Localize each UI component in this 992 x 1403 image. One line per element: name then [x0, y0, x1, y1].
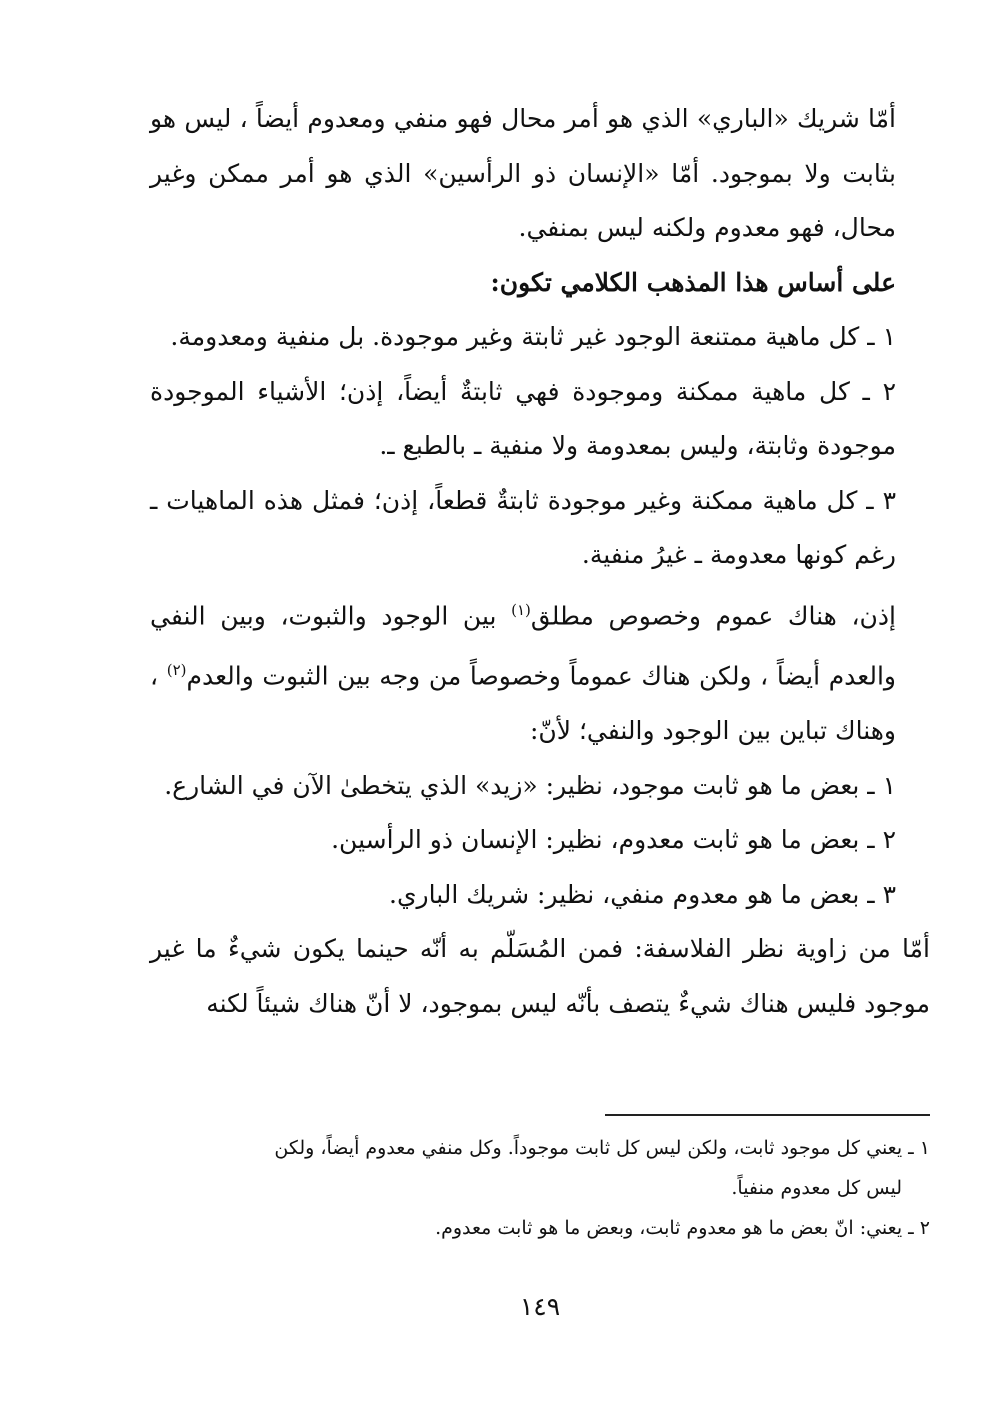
footnotes	[150, 1128, 930, 1248]
book-page	[150, 92, 930, 1352]
example-item-3: ٣ ـ بعض ما هو معدوم منفي، نظير: شريك الباري.	[389, 879, 896, 909]
section-heading: على أساس هذا المذهب الكلامي تكون:	[490, 267, 896, 297]
paragraph-conclusion	[150, 583, 930, 759]
paragraph-intro: أمّا شريك «الباري» الذي هو أمر محال فهو منفي ومعدوم أيضاً ، ليس هو بثابت ولا بموجود. أمّا «الإنسان ذو الرأسين» الذي هو أمر ممكن وغير محال، فهو معدوم ولكنه ليس بمنفي.	[150, 104, 897, 242]
example-item-2: ٢ ـ بعض ما هو ثابت معدوم، نظير: الإنسان ذو الرأسين.	[331, 825, 896, 855]
paragraph-closing: أمّا من زاوية نظر الفلاسفة: فمن المُسَلّم به أنّه حينما يكون شيءٌ ما غير موجود فليس هناك شيءٌ يتصف بأنّه ليس بموجود، لا أنّ هناك شيئاً لكنه	[150, 934, 930, 1018]
footnote-ref-2: (٢)	[166, 661, 187, 680]
list-item-1: ١ ـ كل ماهية ممتنعة الوجود غير ثابتة وغير موجودة. بل منفية ومعدومة.	[170, 322, 896, 351]
page-number: ١٤٩	[519, 1292, 561, 1321]
footnote-1	[150, 1128, 930, 1168]
list-item-3: ٣ ـ كل ماهية ممكنة وغير موجودة ثابتةٌ قطعاً، إذن؛ فمثل هذه الماهيات ـ رغم كونها معدومة ـ غيرُ منفية.	[150, 485, 896, 569]
conclusion-part-2: بين الوجود والثبوت، وبين النفي والعدم أيضاً ، ولكن هناك عموماً وخصوصاً من وجه بين الثبوت والعدم	[150, 600, 896, 691]
list-item-2: ٢ ـ كل ماهية ممكنة وموجودة فهي ثابتةٌ أيضاً، إذن؛ الأشياء الموجودة موجودة وثابتة، وليس بمعدومة ولا منفية ـ بالطبع ـ.	[150, 376, 896, 460]
conclusion-part-3: ، وهناك تباين بين الوجود والنفي؛ لأنّ:	[150, 661, 896, 746]
footnote-2: ٢ ـ يعني: انّ بعض ما هو معدوم ثابت، وبعض ما هو ثابت معدوم.	[435, 1217, 930, 1239]
conclusion-part-1: إذن، هناك عموم وخصوص مطلق	[530, 600, 896, 630]
footnote-1-line-1: ١ ـ يعني كل موجود ثابت، ولكن ليس كل ثابت موجوداً. وكل منفي معدوم أيضاً، ولكن	[274, 1137, 930, 1159]
footnote-divider	[605, 1114, 930, 1116]
footnote-1-cont: ليس كل معدوم منفياً.	[731, 1177, 902, 1199]
example-item-1: ١ ـ بعض ما هو ثابت موجود، نظير: «زيد» الذي يتخطىٰ الآن في الشارع.	[164, 770, 896, 800]
footnote-ref-1: (١)	[511, 600, 531, 619]
main-text	[150, 92, 930, 1031]
